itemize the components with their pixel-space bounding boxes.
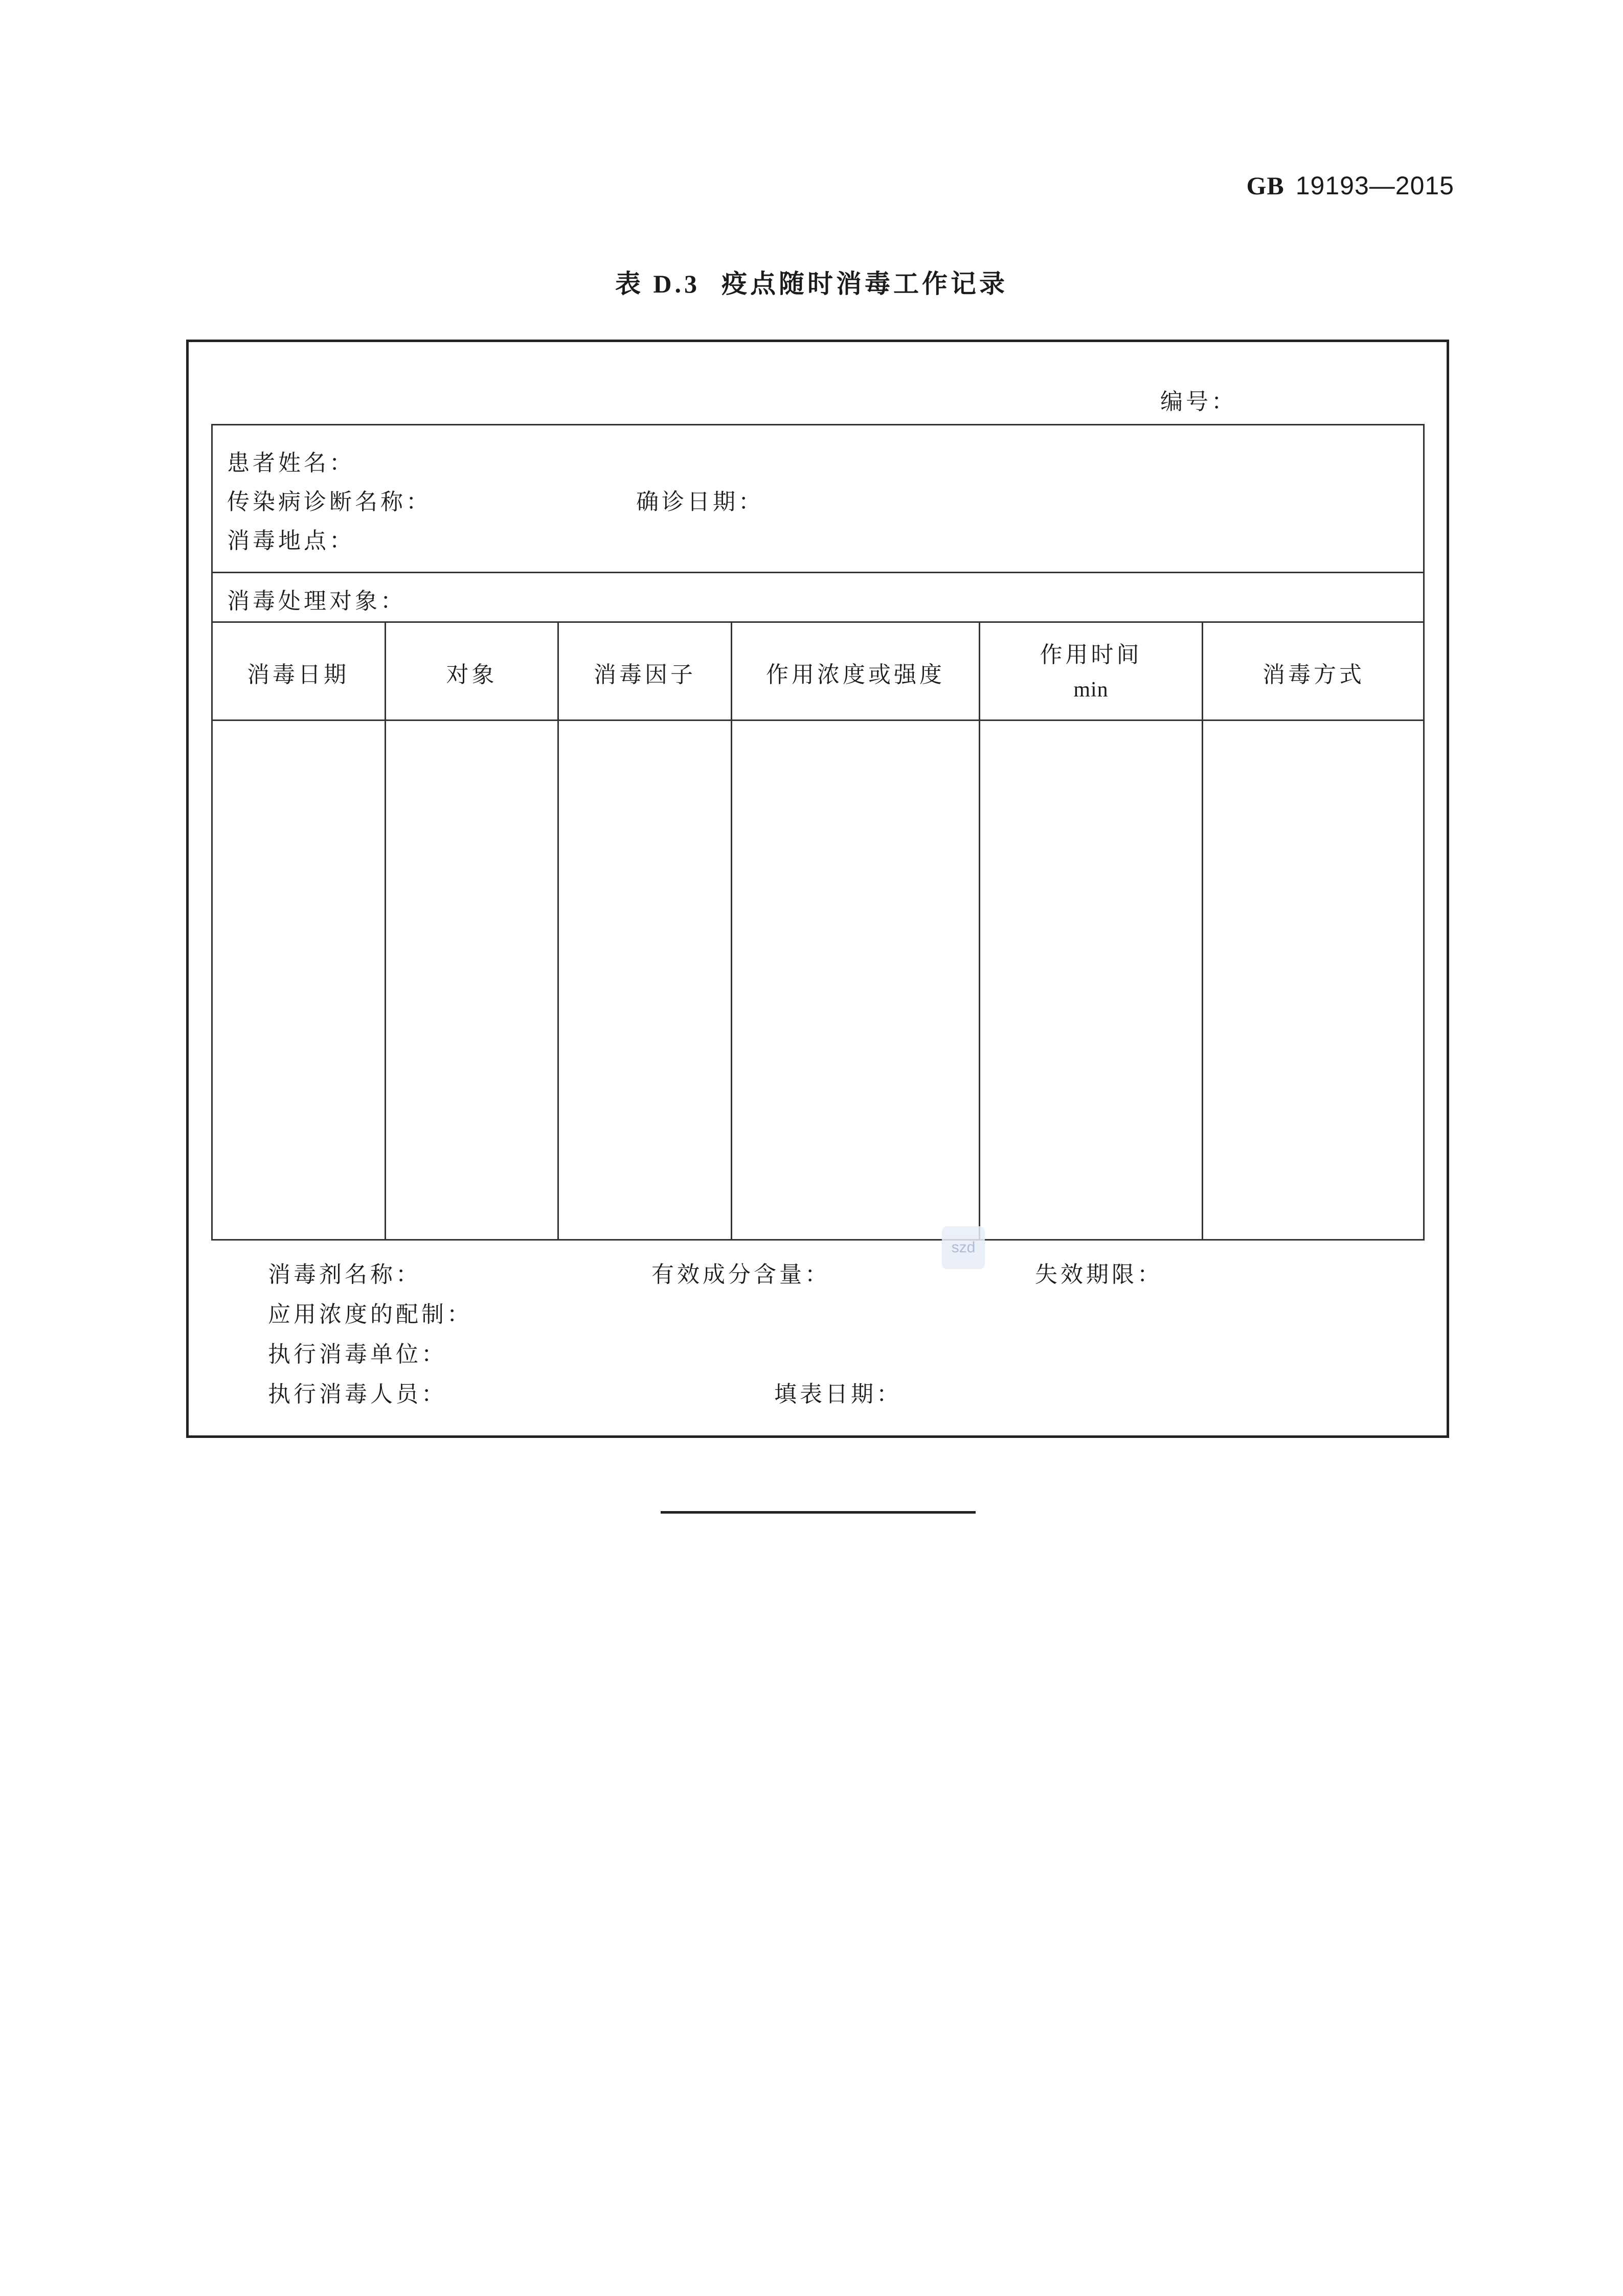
table-title-text: 疫点随时消毒工作记录 bbox=[722, 269, 1008, 299]
patient-name-field: 患者姓名： bbox=[227, 450, 355, 476]
effective-content-field: 有效成分含量： bbox=[651, 1262, 830, 1288]
column-header-factor: 消毒因子 bbox=[594, 662, 696, 688]
executing-unit-field: 执行消毒单位： bbox=[268, 1341, 447, 1367]
standard-number: 19193—2015 bbox=[1295, 171, 1454, 200]
watermark-logo bbox=[942, 1226, 985, 1269]
confirm-date-field: 确诊日期： bbox=[636, 489, 764, 515]
fill-date-field: 填表日期： bbox=[774, 1381, 902, 1407]
column-separator bbox=[979, 621, 980, 1241]
column-separator bbox=[1202, 621, 1203, 1241]
column-header-concentration: 作用浓度或强度 bbox=[766, 662, 945, 688]
column-header-duration-unit: min bbox=[1073, 678, 1109, 702]
column-header-method: 消毒方式 bbox=[1263, 662, 1365, 688]
serial-number-label: 编号： bbox=[1160, 389, 1237, 415]
column-separator bbox=[385, 621, 386, 1241]
expiry-field: 失效期限： bbox=[1035, 1262, 1163, 1288]
diagnosis-name-field: 传染病诊断名称： bbox=[227, 489, 432, 515]
standard-code bbox=[1246, 171, 1454, 200]
column-header-duration: 作用时间 bbox=[1040, 642, 1142, 668]
preparation-field: 应用浓度的配制： bbox=[268, 1301, 472, 1327]
column-separator bbox=[731, 621, 732, 1241]
record-form-frame bbox=[186, 340, 1449, 1438]
table-title bbox=[0, 263, 1623, 300]
disinfection-location-field: 消毒地点： bbox=[227, 528, 355, 554]
divider-target bbox=[211, 621, 1425, 623]
standard-prefix: GB bbox=[1246, 171, 1284, 200]
executing-staff-field: 执行消毒人员： bbox=[268, 1381, 447, 1407]
table-number: 表 D.3 bbox=[615, 269, 701, 298]
column-separator bbox=[557, 621, 559, 1241]
column-header-object: 对象 bbox=[446, 662, 498, 688]
column-header-date: 消毒日期 bbox=[247, 662, 349, 688]
disinfectant-name-field: 消毒剂名称： bbox=[268, 1262, 421, 1288]
divider-header bbox=[211, 719, 1425, 721]
record-table bbox=[211, 424, 1425, 1241]
divider-info bbox=[211, 572, 1425, 573]
disinfection-target-field: 消毒处理对象： bbox=[227, 588, 406, 614]
watermark-text: szd bbox=[951, 1239, 976, 1256]
end-rule bbox=[661, 1511, 976, 1514]
